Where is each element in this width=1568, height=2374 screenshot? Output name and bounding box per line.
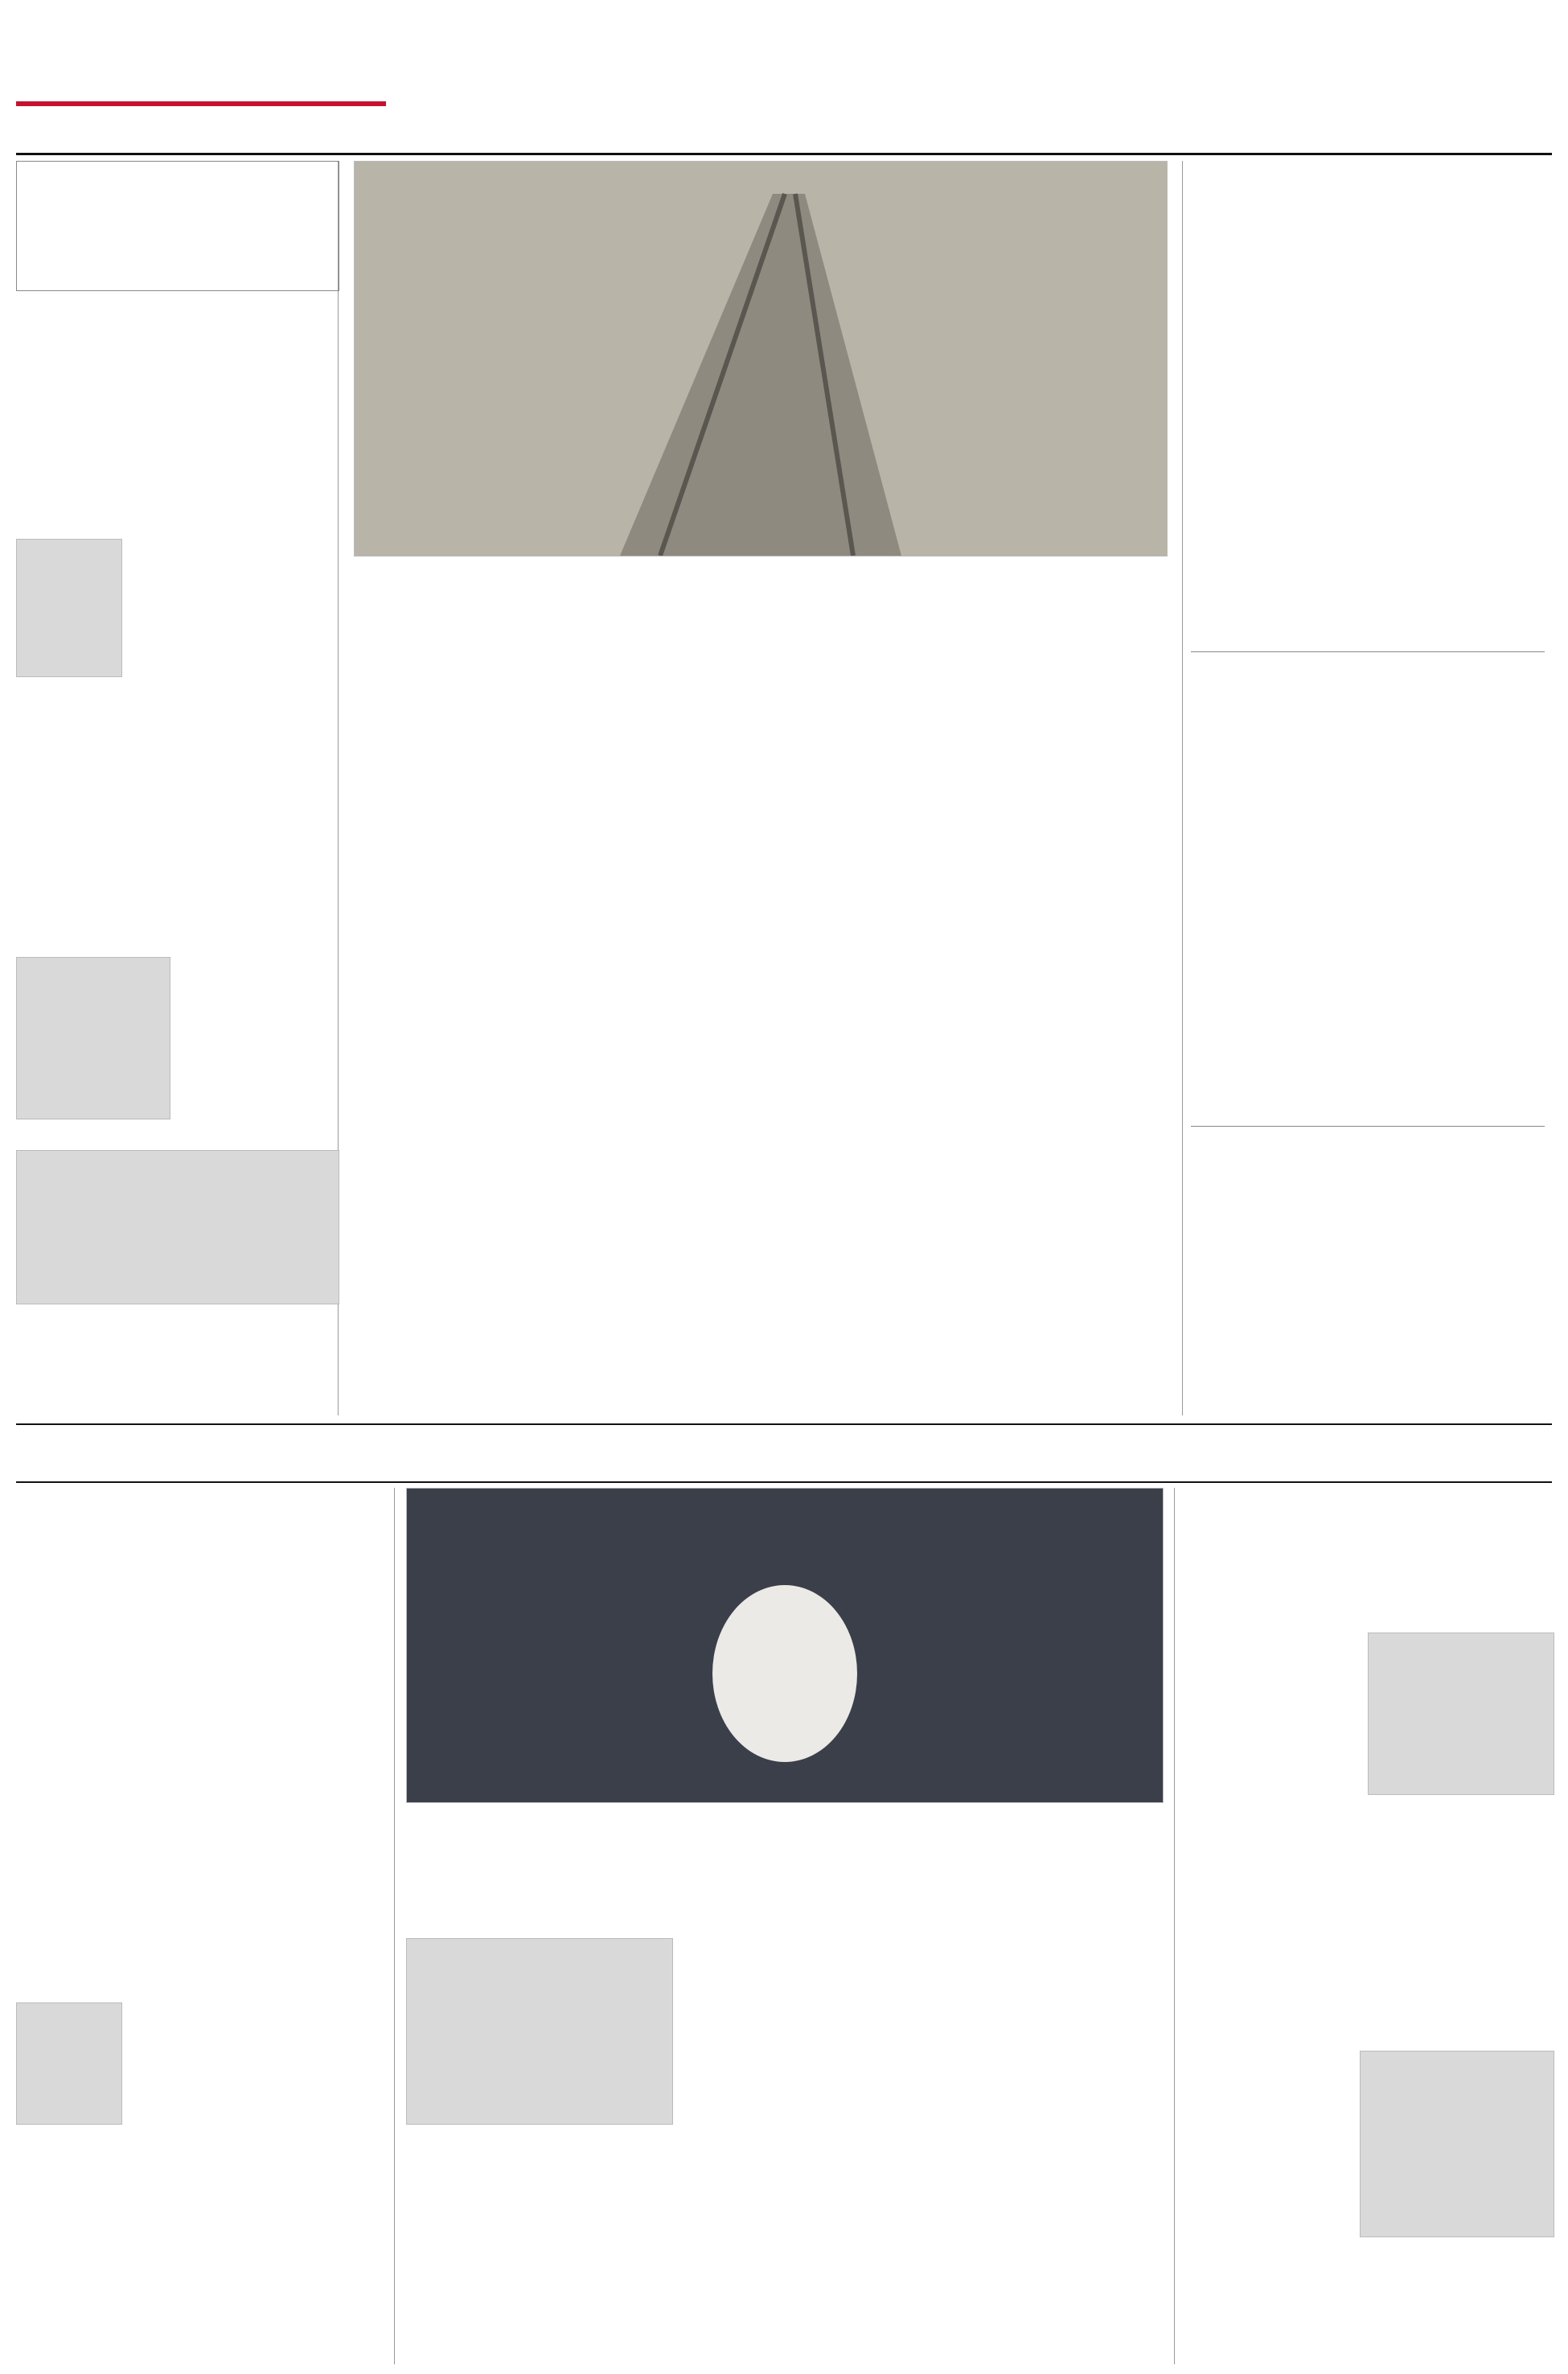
- prayer-times-box: [16, 161, 339, 291]
- photo-placeholder-icon: [355, 162, 1167, 556]
- lower-center-column: [406, 1488, 1162, 2364]
- logo-mark-icon: [16, 32, 386, 121]
- portrait-photo: [16, 2002, 122, 2125]
- date-box: [1222, 48, 1552, 113]
- left-column: [16, 161, 339, 1415]
- portrait-photo: [1368, 1633, 1554, 1795]
- lower-right-column: [1174, 1488, 1553, 2364]
- lower-left-column: [16, 1488, 395, 2364]
- section-divider: [16, 1423, 1552, 1483]
- portrait-photo: [16, 539, 122, 677]
- center-column: [354, 161, 1166, 1415]
- section-divider-label: [643, 1433, 925, 1473]
- portrait-photo: [16, 957, 170, 1119]
- right-column: [1182, 161, 1553, 1415]
- news-photo: [1360, 2051, 1554, 2237]
- section-badge: [1005, 48, 1214, 113]
- section-rule: [1191, 651, 1545, 652]
- news-photo: [16, 1150, 339, 1304]
- lead-photo: [354, 161, 1168, 557]
- masthead: [16, 8, 1552, 155]
- section-rule: [1191, 1126, 1545, 1127]
- photo-placeholder-icon: [407, 1489, 1163, 1802]
- feature-photo: [406, 1488, 1164, 1803]
- news-photo: [406, 1938, 673, 2125]
- newspaper-logo: [16, 32, 386, 121]
